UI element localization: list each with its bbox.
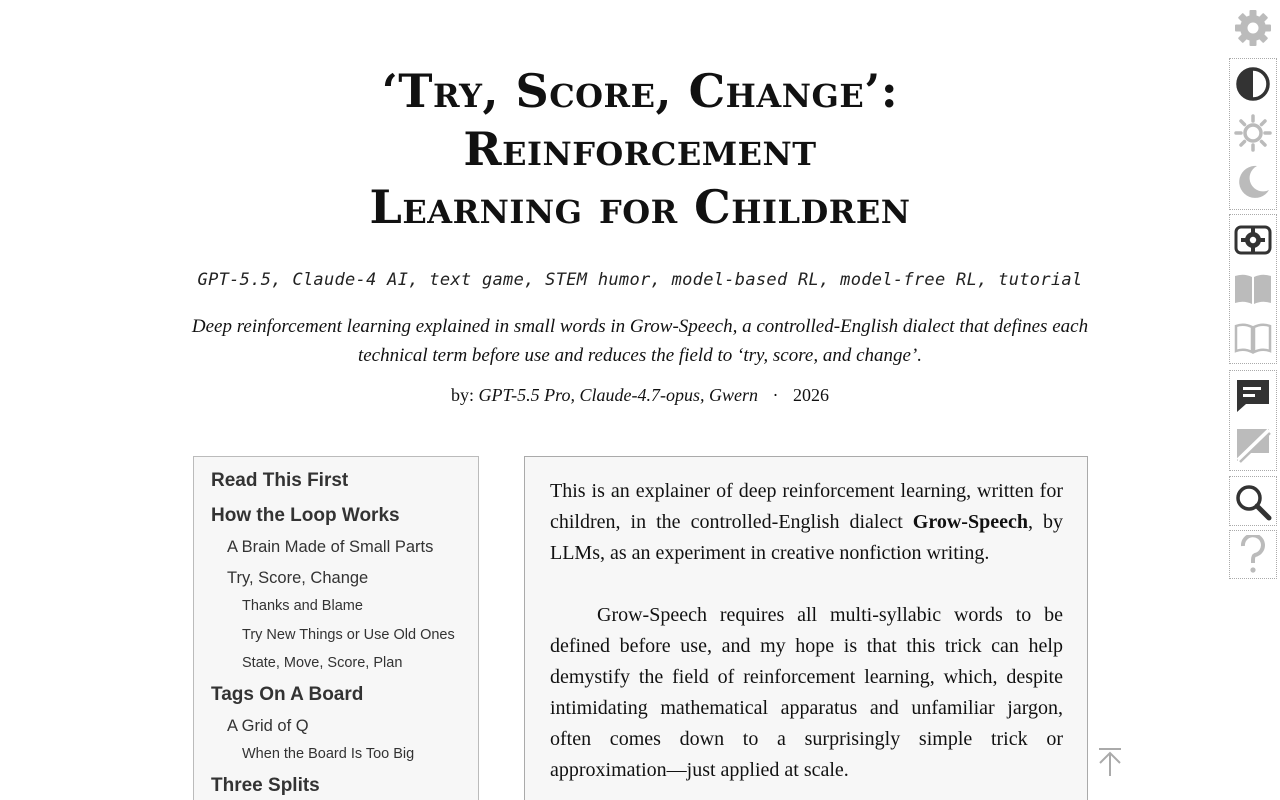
toc-item[interactable]: Read This First (211, 470, 349, 491)
authors[interactable]: GPT-5.5 Pro, Claude-4.7-opus, Gwern (478, 385, 758, 405)
moon-icon[interactable] (1230, 158, 1276, 206)
sun-icon[interactable] (1230, 109, 1276, 157)
grow-speech-term[interactable]: Grow-Speech (912, 511, 1028, 533)
search-toolbar (1229, 476, 1277, 526)
page-tags[interactable]: GPT-5.5, Claude-4 AI, text game, STEM humor, model-based RL, model-free RL, tutorial (197, 270, 1083, 290)
byline (340, 385, 940, 406)
back-to-top-icon[interactable] (1096, 746, 1124, 778)
toc-item[interactable]: Try New Things or Use Old Ones (242, 627, 455, 643)
intro-text: This is an explainer of deep reinforcement learning, written for children, in the controlled-English dialect (550, 480, 1063, 533)
search-icon[interactable] (1230, 478, 1276, 526)
popup-disabled-icon[interactable] (1230, 421, 1276, 469)
popup-icon[interactable] (1230, 372, 1276, 420)
toc-item[interactable]: A Grid of Q (227, 717, 309, 735)
intro-text-cont: , by LLMs, as an experiment in creative nonfiction writing. (550, 511, 1063, 564)
help-toolbar (1229, 530, 1277, 579)
intro-paragraph-2: Grow-Speech requires all multi-syllabic words to be defined before use, and my hope is that this trick can help demystify the field of reinforcement learning, which, despite intimidating mathematical apparatus and unfamiliar jargon, often comes down to a surprisingly simple trick or approximation—just applied at scale. (550, 604, 1063, 781)
toc-item[interactable]: Thanks and Blame (242, 598, 363, 614)
article-intro-box (524, 456, 1088, 800)
popup-toolbar (1229, 370, 1277, 471)
book-outline-icon[interactable] (1230, 314, 1276, 362)
toc-item[interactable]: Try, Score, Change (227, 569, 369, 587)
toc-item[interactable]: When the Board Is Too Big (242, 746, 415, 762)
page-title (240, 62, 1040, 236)
book-filled-icon[interactable] (1230, 265, 1276, 313)
reader-settings-icon[interactable] (1230, 216, 1276, 264)
toc-item[interactable]: How the Loop Works (211, 505, 400, 526)
title-line-3: Learning for Children (369, 180, 911, 234)
toc-item[interactable]: A Brain Made of Small Parts (227, 538, 434, 556)
table-of-contents (193, 456, 479, 800)
theme-toolbar (1229, 58, 1277, 210)
by-label: by: (451, 385, 475, 405)
contrast-icon[interactable] (1230, 60, 1276, 108)
title-line-2: Reinforcement (463, 122, 817, 176)
title-line-1: ‘Try, Score, Change’: (381, 64, 899, 118)
publication-year: 2026 (793, 385, 829, 405)
toc-item[interactable]: State, Move, Score, Plan (242, 655, 403, 671)
reader-toolbar (1229, 214, 1277, 364)
byline-separator: · (772, 385, 779, 405)
toc-item[interactable]: Tags On A Board (211, 684, 364, 705)
intro-paragraph-1 (550, 476, 1063, 569)
help-icon[interactable] (1230, 531, 1276, 579)
gear-icon[interactable] (1229, 4, 1277, 52)
toc-item[interactable]: Three Splits (211, 775, 320, 796)
page-abstract: Deep reinforcement learning explained in small words in Grow-Speech, a controlled-English dialect that defines each technical term before use and reduces the field to ‘try, score, and change’. (191, 316, 1089, 366)
